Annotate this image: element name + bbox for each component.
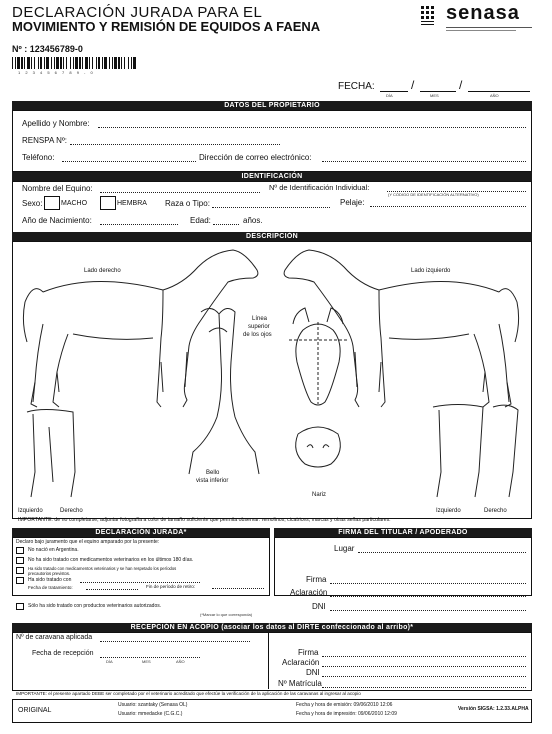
firma-aclaracion-label: Aclaración	[290, 588, 328, 597]
fecha-dia-field[interactable]	[380, 84, 408, 92]
recepcion-dni-field[interactable]	[322, 669, 526, 677]
barcode-bar	[54, 57, 55, 69]
footer-version: Versión SIGSA: 1.2.33.ALPHA	[458, 706, 529, 712]
barcode-bar	[82, 57, 83, 69]
recepcion-firma-label: Firma	[298, 648, 319, 657]
correo-label: Dirección de correo electrónico:	[199, 153, 312, 162]
section-descripcion: DESCRIPCIÓN	[12, 232, 532, 241]
barcode-bar	[85, 57, 88, 69]
footer-frame	[12, 699, 532, 723]
pelaje-label: Pelaje:	[340, 198, 365, 207]
barcode-bar	[17, 57, 20, 69]
section-propietario: DATOS DEL PROPIETARIO	[12, 101, 532, 110]
form-title-line1: DECLARACIÓN JURADA PARA EL	[12, 4, 263, 21]
horse-diagrams	[13, 242, 529, 517]
fecha-slash-1: /	[411, 78, 415, 92]
barcode-bar	[89, 57, 90, 69]
fecha-anio-sub: AÑO	[490, 93, 499, 98]
hembra-checkbox[interactable]	[100, 196, 116, 210]
recepcion-aclaracion-field[interactable]	[322, 659, 526, 667]
barcode-bar	[121, 57, 122, 69]
recepcion-matricula-label: Nº Matrícula	[278, 679, 322, 688]
belfo-label-2: vista inferior	[196, 478, 229, 484]
sexo-label: Sexo:	[22, 199, 43, 208]
id-individual-hint: (Y CÓDIGO DE IDENTIFICACIÓN ALTERNATIVO)	[388, 192, 479, 197]
id-individual-field[interactable]	[387, 184, 526, 192]
firma-aclaracion-field[interactable]	[330, 589, 526, 597]
barcode-bar	[112, 57, 113, 69]
doc-number: Nº : 123456789-0	[12, 44, 83, 54]
fecha-recepcion-field[interactable]	[100, 650, 200, 658]
barcode-bar	[73, 57, 74, 69]
barcode-bar	[63, 57, 64, 69]
rear-legs-left	[27, 410, 75, 498]
barcode-bar	[133, 57, 136, 69]
rear-izquierdo-right-label: Izquierdo	[436, 508, 461, 514]
section-declaracion: DECLARACIÓN JURADA*	[12, 528, 270, 537]
barcode-bar	[66, 57, 67, 69]
raza-label: Raza o Tipo:	[165, 199, 210, 208]
correo-field[interactable]	[322, 154, 526, 162]
barcode-bar	[128, 57, 129, 69]
edad-unit: años.	[243, 216, 263, 225]
id-individual-label: Nº de Identificación Individual:	[269, 183, 370, 192]
barcode-bar	[102, 57, 103, 69]
barcode-bar	[15, 57, 16, 69]
apellido-label: Apellido y Nombre:	[22, 119, 90, 128]
barcode-bar	[124, 57, 125, 69]
decl-checkbox-3[interactable]	[16, 567, 24, 574]
barcode-bar	[31, 57, 32, 69]
fecha-anio-field[interactable]	[468, 84, 530, 92]
footer-fecha-emision: Fecha y hora de emisión: 09/06/2010 12:06	[296, 702, 393, 708]
telefono-field[interactable]	[62, 154, 196, 162]
nariz-label: Nariz	[312, 492, 327, 498]
recepcion-importante-note: IMPORTANTE: el presente apartado DEBE ser completado por el veterinario acreditado que efectúe la verificación de la aplicación de las caravanas al ingresar al acopio	[16, 691, 361, 696]
barcode-bar	[46, 57, 49, 69]
fecha-tratamiento-field[interactable]	[86, 584, 138, 590]
lado-izquierdo-label: Lado izquierdo	[411, 268, 451, 274]
linea-superior-label-3: de los ojos	[243, 332, 272, 338]
tratado-con-field[interactable]	[80, 577, 200, 583]
barcode-bar	[96, 57, 97, 69]
form-title-line2: MOVIMIENTO Y REMISIÓN DE EQUIDOS A FAENA	[12, 19, 321, 34]
fecha-slash-2: /	[459, 78, 463, 92]
footer-fecha-impresion: Fecha y hora de impresión: 09/06/2010 12:09	[296, 711, 397, 717]
barcode-bar	[38, 57, 39, 69]
barcode-bar	[98, 57, 100, 69]
raza-field[interactable]	[212, 200, 330, 208]
decl-item-3: Ha sido tratado con medicamentos veterinarios y se han respetado los períodos precautorios previstos.	[28, 566, 177, 576]
rear-derecho-right-label: Derecho	[484, 508, 507, 514]
recepcion-divider	[268, 632, 269, 689]
recepcion-dni-label: DNI	[306, 668, 320, 677]
recepcion-firma-field[interactable]	[322, 649, 526, 657]
barcode-bar	[24, 57, 25, 69]
renspa-field[interactable]	[70, 137, 280, 145]
section-identificacion: IDENTIFICACIÓN	[12, 172, 532, 181]
footer-usuario-2: Usuario: mmedacke (C.G.C.)	[118, 711, 183, 717]
rear-izquierdo-left-label: Izquierdo	[18, 508, 43, 514]
macho-checkbox[interactable]	[44, 196, 60, 210]
recepcion-dia-sub: DÍA	[106, 659, 113, 664]
barcode-bar	[40, 57, 42, 69]
barcode-bar	[114, 57, 117, 69]
barcode-bar	[75, 57, 78, 69]
barcode-bar	[56, 57, 59, 69]
barcode-bar	[70, 57, 71, 69]
barcode-bar	[131, 57, 132, 69]
pelaje-field[interactable]	[370, 199, 526, 207]
linea-superior-label-1: Línea	[252, 316, 268, 322]
telefono-label: Teléfono:	[22, 153, 55, 162]
fecha-tratamiento-label: Fecha de tratamiento:	[28, 585, 73, 590]
fecha-dia-sub: DÍA	[386, 93, 393, 98]
barcode-bar	[79, 57, 81, 69]
anio-nacimiento-field[interactable]	[100, 217, 178, 225]
lado-derecho-label: Lado derecho	[84, 268, 121, 274]
edad-field[interactable]	[213, 217, 239, 225]
barcode-bar	[51, 57, 52, 69]
barcode-digits: 1 2 3 4 5 6 7 8 9 - 0	[18, 70, 95, 75]
barcode-bar	[118, 57, 120, 69]
fecha-recepcion-label: Fecha de recepción	[32, 650, 94, 657]
rear-derecho-left-label: Derecho	[60, 508, 83, 514]
recepcion-anio-sub: AÑO	[176, 659, 185, 664]
footer-usuario-1: Usuario: szantaky (Senasa OL)	[118, 702, 188, 708]
barcode-bar	[44, 57, 45, 69]
fin-periodo-label: Fin de período de retiro:	[146, 584, 196, 589]
caravana-label: Nº de caravana aplicada	[16, 634, 93, 641]
firma-dni-field[interactable]	[330, 603, 526, 611]
firma-lugar-field[interactable]	[358, 545, 526, 553]
footer-original: ORIGINAL	[18, 707, 52, 714]
barcode-bar	[21, 57, 23, 69]
edad-label: Edad:	[190, 216, 211, 225]
decl-checkbox-4[interactable]	[16, 577, 24, 584]
firma-lugar-label: Lugar	[334, 544, 355, 553]
recepcion-mes-sub: MES	[142, 659, 151, 664]
decl-checkbox-2[interactable]	[16, 557, 24, 564]
barcode-bar	[27, 57, 30, 69]
decl-item-1: No nació en Argentina.	[28, 547, 79, 553]
barcode-bar	[104, 57, 107, 69]
barcode-bar	[60, 57, 62, 69]
barcode-bar	[12, 57, 13, 69]
belfo-label-1: Bello	[206, 470, 220, 476]
senasa-logo	[420, 2, 540, 37]
apellido-field[interactable]	[98, 120, 526, 128]
decl-item-5: Sólo ha sido tratado con productos veterinarios autorizados.	[28, 603, 162, 609]
declaracion-footnote: (*Marcar lo que corresponda)	[200, 612, 253, 617]
senasa-logo-text: senasa	[446, 2, 520, 24]
nombre-equino-field[interactable]	[100, 185, 260, 193]
recepcion-aclaracion-label: Aclaración	[282, 658, 320, 667]
recepcion-matricula-field[interactable]	[322, 680, 526, 688]
nombre-equino-label: Nombre del Equino:	[22, 184, 93, 193]
decl-checkbox-1[interactable]	[16, 547, 24, 554]
decl-item-4: Ha sido tratado con	[28, 577, 72, 583]
caravana-field[interactable]	[100, 634, 250, 642]
section-firma-titular: FIRMA DEL TITULAR / APODERADO	[274, 528, 532, 537]
firma-firma-field[interactable]	[330, 576, 526, 584]
macho-label: MACHO	[61, 200, 88, 207]
section-recepcion: RECEPCIÓN EN ACOPIO (asociar los datos al DIRTE confeccionado al arribo)*	[12, 623, 532, 632]
barcode	[12, 57, 136, 69]
horse-nose	[296, 427, 341, 467]
renspa-label: RENSPA Nº:	[22, 136, 68, 145]
barcode-bar	[92, 57, 93, 69]
rear-legs-right	[433, 405, 518, 498]
fin-periodo-field[interactable]	[212, 583, 264, 589]
declaracion-intro: Declaro bajo juramento que el equino amparado por la presente:	[16, 539, 160, 545]
barcode-bar	[109, 57, 110, 69]
hembra-label: HEMBRA	[117, 200, 147, 207]
senasa-emblem-icon	[420, 5, 442, 29]
decl-item-2: No ha sido tratado con medicamentos veterinarios en los últimos 180 días.	[28, 557, 194, 563]
fecha-label: FECHA:	[338, 81, 375, 92]
linea-superior-label-2: superior	[248, 324, 270, 330]
firma-firma-label: Firma	[306, 575, 327, 584]
anio-nacimiento-label: Año de Nacimiento:	[22, 216, 92, 225]
fecha-mes-field[interactable]	[420, 84, 456, 92]
barcode-bar	[34, 57, 35, 69]
descripcion-importante-note: IMPORTANTE: de no completarse, adjuntar fotografía a color de tamaño suficiente que permita observar: remolinos, cicatrices, marcas y otras señas particulares.	[18, 517, 391, 523]
firma-dni-label: DNI	[312, 602, 326, 611]
fecha-mes-sub: MES	[430, 93, 439, 98]
decl-checkbox-5[interactable]	[16, 603, 24, 610]
